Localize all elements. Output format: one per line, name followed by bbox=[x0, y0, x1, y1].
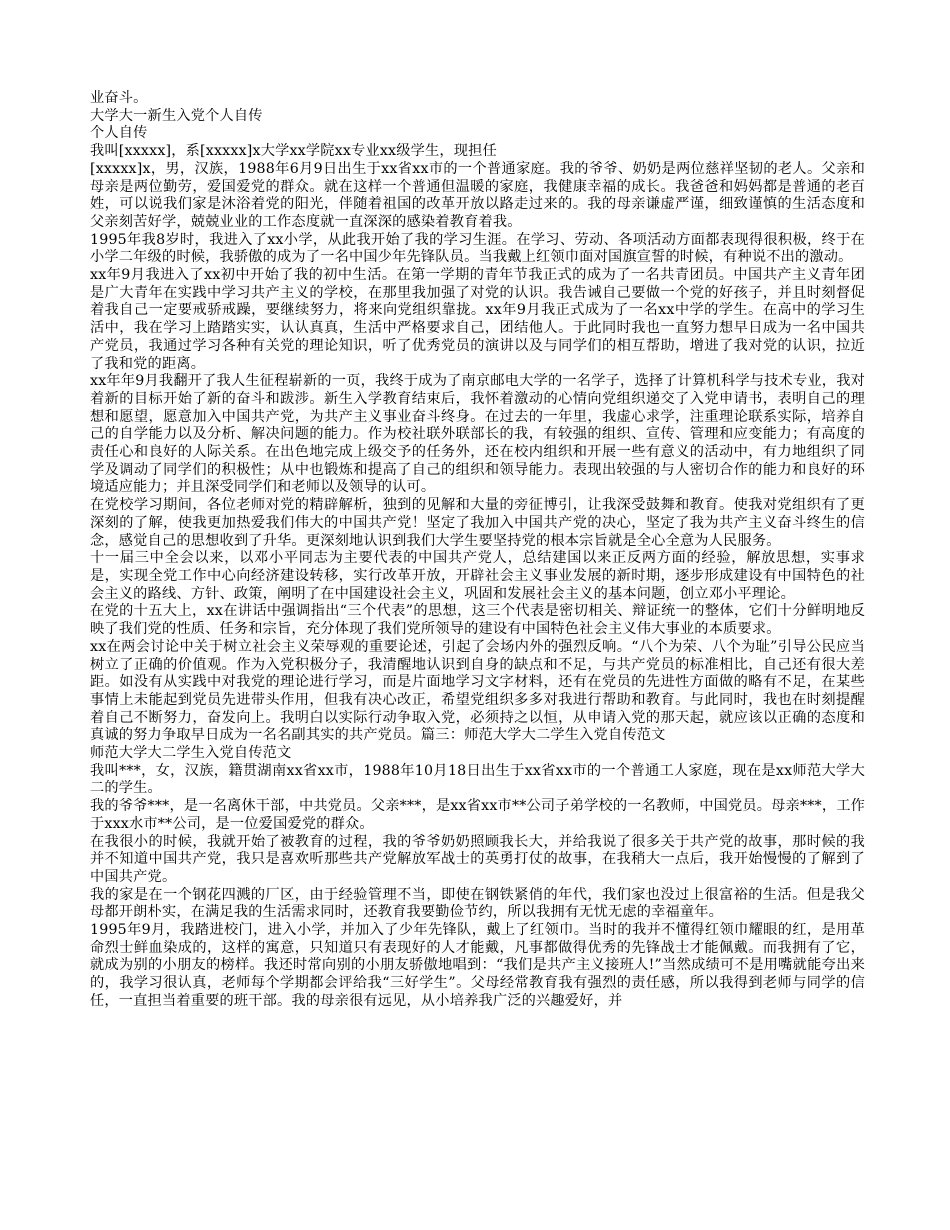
paragraph: xx年年9月我翻开了我人生征程崭新的一页，我终于成为了南京邮电大学的一名学子，选择了计算机科学与技术专业，我对着新的目标开始了新的奋斗和跋涉。新生入学教育结束后，我怀着激动的心情向党组织递交了入党申请书，表明自己的理想和愿望，愿意加入中国共产党，为共产主义事业奋斗终身。在过去的一年里，我虚心求学，注重理论联系实际，培养自己的自学能力以及分析、解决问题的能力。作为校社联外联部长的我，有较强的组织、宣传、管理和应变能力；有高度的责任心和良好的人际关系。在出色地完成上级交予的任务外，还在校内组织和开展一些有意义的活动中，有力地组织了同学及调动了同学们的积极性；从中也锻炼和提高了自己的组织和领导能力。表现出较强的与人密切合作的能力和良好的环境适应能力；并且深受同学们和老师以及领导的认可。 bbox=[90, 373, 865, 496]
paragraph: 业奋斗。 bbox=[90, 90, 148, 106]
paragraph: xx年9月我进入了xx初中开始了我的初中生活。在第一学期的青年节我正式的成为了一名共青团员。中国共产主义青年团是广大青年在实践中学习共产主义的学校，在那里我加强了对党的认识。我告诫自己要做一个党的好孩子，并且时刻督促着我自己一定要戒骄戒躁，要继续努力，将来向党组织靠拢。xx年9月我正式成为了一名xx中学的学生。在高中的学习生活中，我在学习上踏踏实实，认认真真，生活中严格要求自己，团结他人。于此同时我也一直努力想早日成为一名中国共产党员，我通过学习各种有关党的理论知识，听了优秀党员的演讲以及与同学们的相互帮助，增进了我对党的认识，拉近了我和党的距离。 bbox=[90, 267, 865, 372]
section-heading: 个人自传 bbox=[90, 125, 148, 142]
paragraph: xx在两会讨论中关于树立社会主义荣辱观的重要论述，引起了会场内外的强烈反响。“八个为荣、八个为耻”引导公民应当树立了正确的价值观。作为入党积极分子，我清醒地认识到自身的缺点和不足，与共产党员的标准相比，自己还有很大差距。如没有从实践中对我党的理论进行学习，而是片面地学习文字材料，还有在党员的先进性方面做的略有不足，在某些事情上未能起到党员先进带头作用，但我有决心改正，希望党组织多多对我进行帮助和教育。与此同时，我也在时刻提醒着自己不断努力，奋发向上。我明白以实际行动争取入党，必须持之以恒，从申请入党的那天起，就应该以正确的态度和真诚的努力争取早日成为一名名副其实的共产党员。篇三：师范大学大二学生入党自传范文 bbox=[90, 638, 865, 744]
paragraph: 在党的十五大上，xx在讲话中强调指出“三个代表”的思想，这三个代表是密切相关、辩证统一的整体，它们十分鲜明地反映了我们党的性质、任务和宗旨，充分体现了我们党所领导的建设有中国特色社会主义伟大事业的本质要求。 bbox=[90, 603, 865, 638]
paragraph: 我叫***，女，汉族，籍贯湖南xx省xx市，1988年10月18日出生于xx省xx市的一个普通工人家庭，现在是xx师范大学大二的学生。 bbox=[90, 762, 865, 797]
paragraph: 1995年我8岁时，我进入了xx小学，从此我开始了我的学习生涯。在学习、劳动、各项活动方面都表现得很积极，终于在小学二年级的时候，我骄傲的成为了一名中国少年先锋队员。当我戴上红领巾面对国旗宣誓的时候，有种说不出的激动。 bbox=[90, 231, 865, 266]
paragraph: 我的爷爷***，是一名离休干部，中共党员。父亲***，是xx省xx市**公司子弟学校的一名教师，中国党员。母亲***，工作于xxx水市**公司，是一位爱国爱党的群众。 bbox=[90, 798, 865, 832]
article-title: 大学大一新生入党个人自传 bbox=[90, 107, 263, 124]
article-title: 师范大学大二学生入党自传范文 bbox=[90, 745, 292, 762]
paragraph: 我的家是在一个钢花四溅的厂区，由于经验管理不当，即使在钢铁紧俏的年代，我们家也没过上很富裕的生活。但是我父母都开朗朴实，在满足我的生活需求同时，还教育我要勤俭节约，所以我拥有无忧无虑的幸福童年。 bbox=[90, 886, 865, 921]
paragraph: 1995年9月，我踏进校门，进入小学，并加入了少年先锋队，戴上了红领巾。当时的我并不懂得红领巾耀眼的红，是用革命烈士鲜血染成的，这样的寓意，只知道只有表现好的人才能戴，凡事都做得优秀的先锋战士才能佩戴。而我拥有了它，就成为别的小朋友的榜样。我还时常向别的小朋友骄傲地唱到：“我们是共产主义接班人!”当然成绩可不是用嘴就能夸出来的，我学习很认真，老师每个学期都会评给我“三好学生”。父母经常教育我有强烈的责任感，所以我得到老师与同学的信任，一直担当着重要的班干部。我的母亲很有远见，从小培养我广泛的兴趣爱好，并 bbox=[90, 922, 865, 1009]
paragraph: 我叫[xxxxx]，系[xxxxx]x大学xx学院xx专业xx级学生，现担任 bbox=[90, 143, 497, 160]
paragraph: [xxxxx]x，男，汉族，1988年6月9日出生于xx省xx市的一个普通家庭。我的爷爷、奶奶是两位慈祥坚韧的老人。父亲和母亲是两位勤劳，爱国爱党的群众。就在这样一个普通但温暖的家庭，我健康幸福的成长。我爸爸和妈妈都是普通的老百姓，可以说我们家是沐浴着党的阳光，伴随着祖国的改革开放以路走过来的。我的母亲谦虚严谨，细致谨慎的生活态度和父亲刻苦好学，兢兢业业的工作态度就一直深深的感染着教育着我。 bbox=[90, 160, 865, 230]
paragraph: 在我很小的时候，我就开始了被教育的过程，我的爷爷奶奶照顾我长大，并给我说了很多关于共产党的故事，那时候的我并不知道中国共产党，我只是喜欢听那些共产党解放军战士的英勇打仗的故事，在我稍大一点后，我开始慢慢的了解到了中国共产党。 bbox=[90, 833, 865, 885]
paragraph: 在党校学习期间，各位老师对党的精辟解析，独到的见解和大量的旁征博引，让我深受鼓舞和教育。使我对党组织有了更深刻的了解，使我更加热爱我们伟大的中国共产党！坚定了我加入中国共产党的决心，坚定了我为共产主义奋斗终生的信念，感觉自己的思想收到了升华。更深刻地认识到我们大学生要坚持党的根本宗旨就是全心全意为人民服务。 bbox=[90, 497, 865, 549]
paragraph: 十一届三中全会以来，以邓小平同志为主要代表的中国共产党人，总结建国以来正反两方面的经验，解放思想，实事求是，实现全党工作中心向经济建设转移，实行改革开放，开辟社会主义事业发展的新时期，逐步形成建设有中国特色的社会主义的路线、方针、政策，阐明了在中国建设社会主义，巩固和发展社会主义的基本问题，创立邓小平理论。 bbox=[90, 550, 865, 602]
